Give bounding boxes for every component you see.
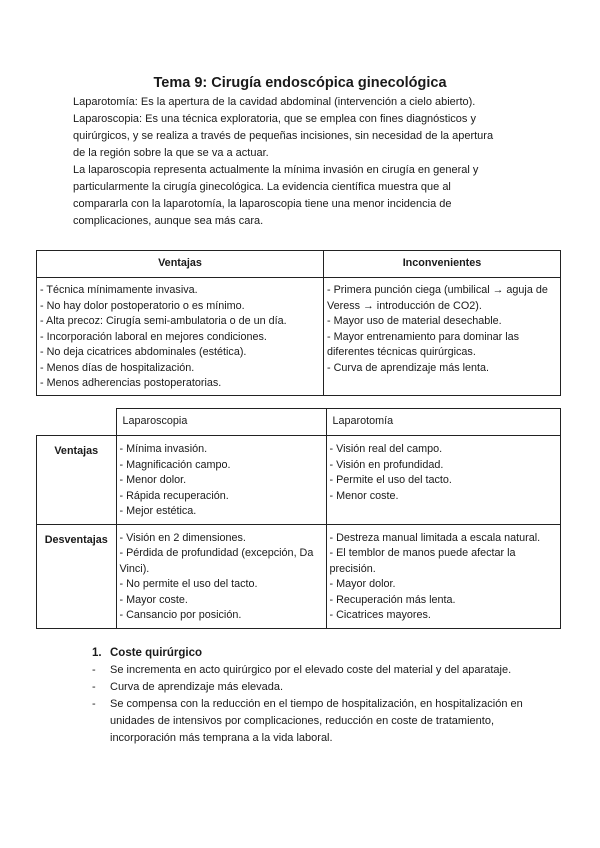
- list-item: - Cicatrices mayores.: [329, 609, 431, 621]
- list-item: - Alta precoz: Cirugía semi-ambulatoria o de un día.: [40, 315, 287, 327]
- list-item: - Pérdida de profundidad (excepción, Da Vinci).: [119, 547, 314, 575]
- row-label-ventajas: Ventajas: [37, 436, 117, 525]
- list-item: - Magnificación campo.: [119, 458, 231, 471]
- row-label-desventajas: Desventajas: [37, 524, 117, 628]
- list-item: - Destreza manual limitada a escala natural.: [329, 531, 541, 544]
- list-item: - Menos días de hospitalización.: [40, 361, 195, 374]
- intro-paragraphs: [73, 94, 493, 230]
- section-coste-quirurgico: [92, 645, 530, 747]
- list-item: - Curva de aprendizaje más lenta.: [327, 361, 490, 374]
- list-item: - Menor coste.: [329, 489, 399, 502]
- empty-corner: [37, 409, 117, 436]
- list-item: - Primera punción ciega (umbilical → aguja de Veress → introducción de CO2).: [327, 284, 548, 312]
- list-item: - Mayor coste.: [119, 593, 188, 606]
- list-item: - Curva de aprendizaje más elevada.: [92, 681, 284, 693]
- inconvenientes-cell: [324, 278, 561, 396]
- cell: [116, 436, 326, 525]
- list-item: - Visión real del campo.: [329, 443, 443, 455]
- list-item: - Técnica mínimamente invasiva.: [40, 284, 198, 296]
- list-item: - Mejor estética.: [119, 505, 197, 517]
- list-item: - El temblor de manos puede afectar la precisión.: [329, 547, 516, 575]
- list-item: - Permite el uso del tacto.: [329, 474, 452, 486]
- list-item: - Visión en profundidad.: [329, 458, 444, 471]
- intro-line: quirúrgicos, y se realiza a través de pequeñas incisiones, sin necesidad de la apertura: [73, 130, 494, 142]
- intro-line: de la región sobre la que se va a actuar.: [73, 147, 269, 159]
- list-item: - Mínima invasión.: [119, 443, 208, 455]
- header-inconvenientes: Inconvenientes: [324, 251, 561, 278]
- intro-line: Laparoscopia: Es una técnica exploratoria, que se emplea con fines diagnósticos y: [73, 113, 476, 125]
- intro-line: La laparoscopia representa actualmente la mínima invasión en cirugía en general y: [73, 164, 479, 176]
- ventajas-cell: [37, 278, 324, 396]
- list-item: - Mayor dolor.: [329, 578, 396, 590]
- list-item: - Mayor entrenamiento para dominar las diferentes técnicas quirúrgicas.: [327, 330, 520, 358]
- list-item: - Menor dolor.: [119, 474, 187, 486]
- list-item: - Menos adherencias postoperatorias.: [40, 377, 222, 389]
- header-laparotomia: Laparotomía: [326, 409, 561, 436]
- list-item: - Visión en 2 dimensiones.: [119, 531, 246, 544]
- intro-line: Laparotomía: Es la apertura de la cavidad abdominal (intervención a cielo abierto).: [73, 96, 476, 108]
- header-laparoscopia: Laparoscopia: [116, 409, 326, 436]
- section-heading: 1. Coste quirúrgico: [92, 647, 203, 659]
- list-item: - No deja cicatrices abdominales (estética).: [40, 346, 247, 358]
- cell: [326, 436, 561, 525]
- list-item: - Se compensa con la reducción en el tiempo de hospitalización, en hospitalización en unidades de intensivos por complicaciones, reducción en coste de tratamiento, incorporación más temprana a la vida laboral.: [92, 698, 523, 744]
- intro-line: compararla con la laparotomía, la laparoscopia tiene una menor incidencia de: [73, 198, 452, 210]
- header-ventajas: Ventajas: [37, 251, 324, 278]
- list-item: - Recuperación más lenta.: [329, 593, 456, 606]
- cell: [326, 524, 561, 628]
- list-item: - Mayor uso de material desechable.: [327, 315, 502, 327]
- list-item: - No permite el uso del tacto.: [119, 578, 258, 590]
- page-title: Tema 9: Cirugía endoscópica ginecológica: [153, 75, 447, 91]
- intro-line: particularmente la cirugía ginecológica. La evidencia científica muestra que al: [73, 181, 451, 193]
- list-item: - Rápida recuperación.: [119, 489, 229, 502]
- list-item: - Cansancio por posición.: [119, 609, 242, 621]
- list-item: - No hay dolor postoperatorio o es mínimo.: [40, 299, 245, 312]
- list-item: - Se incrementa en acto quirúrgico por el elevado coste del material y del aparataje.: [92, 664, 512, 676]
- comparison-table: [36, 408, 561, 629]
- list-item: - Incorporación laboral en mejores condiciones.: [40, 330, 267, 343]
- intro-line: complicaciones, aunque sea más cara.: [73, 215, 264, 227]
- pros-cons-table: [36, 250, 561, 396]
- cell: [116, 524, 326, 628]
